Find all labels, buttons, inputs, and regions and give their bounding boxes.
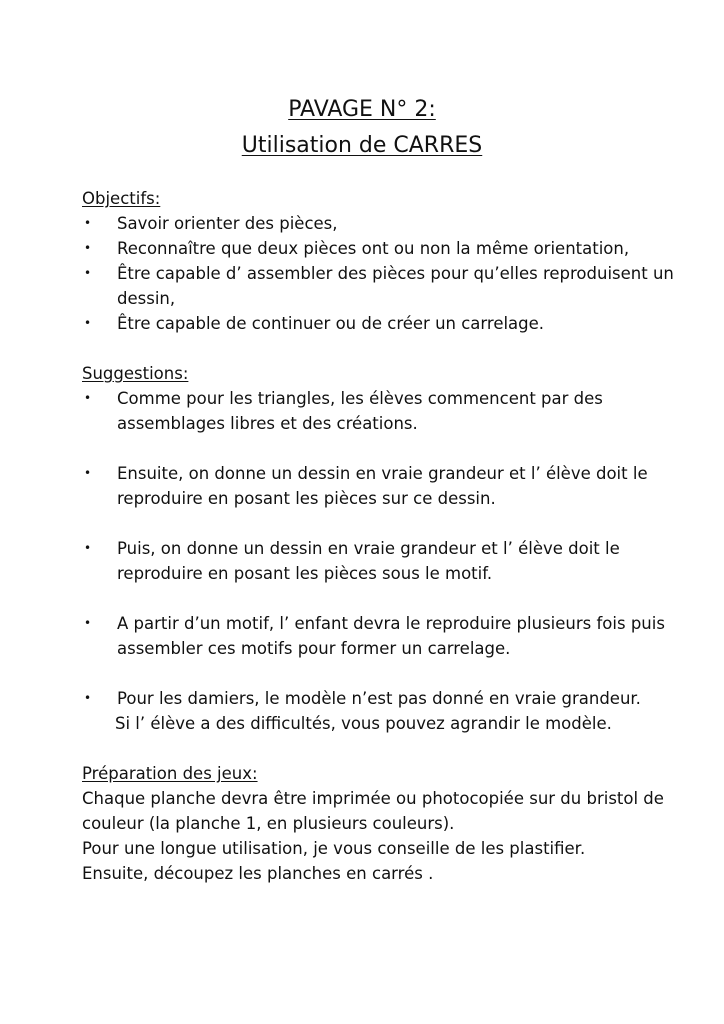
bullet-icon: •: [84, 266, 92, 280]
list-item: [82, 461, 682, 511]
page-subtitle: Utilisation de CARRES: [241, 133, 483, 158]
preparation-heading: Préparation des jeux:: [82, 764, 258, 783]
list-item-text: Comme pour les triangles, les élèves commencent par des assemblages libres et des créations.: [117, 389, 603, 433]
list-item-text: Puis, on donne un dessin en vraie grandeur et l’ élève doit le reproduire en posant les pièces sous le motif.: [117, 539, 620, 583]
list-gap: [82, 511, 682, 536]
preparation-section: [82, 761, 682, 886]
suggestions-heading: Suggestions:: [82, 364, 189, 383]
list-item: [82, 211, 682, 236]
bullet-icon: •: [84, 241, 92, 255]
list-gap: [82, 586, 682, 611]
list-item: [82, 311, 682, 336]
bullet-icon: •: [84, 316, 92, 330]
list-item: [82, 611, 682, 661]
bullet-icon: •: [84, 391, 92, 405]
list-item-text: Savoir orienter des pièces,: [117, 214, 338, 233]
bullet-icon: •: [84, 691, 92, 705]
bullet-icon: •: [84, 216, 92, 230]
preparation-line: Chaque planche devra être imprimée ou photocopiée sur du bristol de couleur (la planche 1, en plusieurs couleurs).: [82, 789, 664, 833]
list-item-text: Reconnaître que deux pièces ont ou non la même orientation,: [117, 239, 630, 258]
bullet-icon: •: [84, 541, 92, 555]
suggestions-note: Si l’ élève a des difficultés, vous pouvez agrandir le modèle.: [115, 714, 612, 733]
bullet-icon: •: [84, 616, 92, 630]
preparation-line: Pour une longue utilisation, je vous conseille de les plastifier.: [82, 839, 586, 858]
page-title: PAVAGE N° 2:: [288, 97, 436, 122]
spacer: [82, 736, 682, 761]
list-item-text: Ensuite, on donne un dessin en vraie grandeur et l’ élève doit le reproduire en posant les pièces sur ce dessin.: [117, 464, 648, 508]
preparation-line: Ensuite, découpez les planches en carrés .: [82, 864, 434, 883]
title-block: [0, 92, 724, 164]
document-body: [82, 186, 682, 886]
list-item-text: Être capable d’ assembler des pièces pour qu’elles reproduisent un dessin,: [117, 264, 674, 308]
list-item-text: Être capable de continuer ou de créer un carrelage.: [117, 314, 545, 333]
list-item-text: Pour les damiers, le modèle n’est pas donné en vraie grandeur.: [117, 689, 641, 708]
objectifs-list: [82, 211, 682, 336]
suggestions-list: [82, 386, 682, 711]
list-item: [82, 386, 682, 436]
list-gap: [82, 661, 682, 686]
list-item: [82, 261, 682, 311]
list-item-text: A partir d’un motif, l’ enfant devra le reproduire plusieurs fois puis assembler ces motifs pour former un carrelage.: [117, 614, 665, 658]
list-item: [82, 686, 682, 711]
list-item: [82, 536, 682, 586]
spacer: [82, 336, 682, 361]
objectifs-heading: Objectifs:: [82, 189, 161, 208]
bullet-icon: •: [84, 466, 92, 480]
objectifs-section: [82, 186, 682, 336]
list-item: [82, 236, 682, 261]
suggestions-section: [82, 361, 682, 736]
list-gap: [82, 436, 682, 461]
